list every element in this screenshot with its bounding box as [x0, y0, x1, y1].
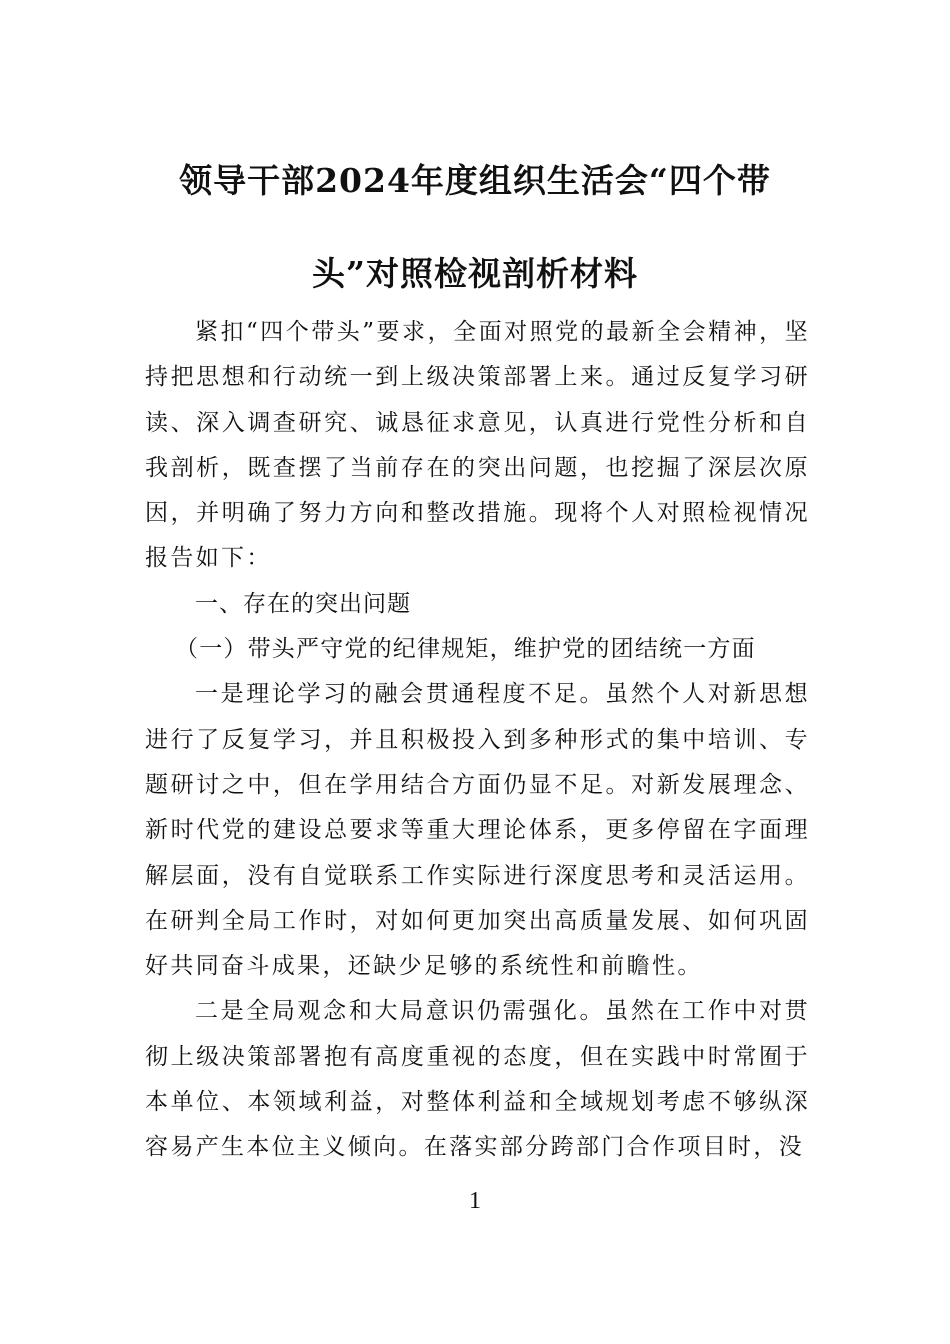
document-title-line-1: 领导干部2024年度组织生活会“四个带 — [179, 161, 771, 200]
document-title-line-2: 头”对照检视剖析材料 — [312, 254, 638, 293]
intro-paragraph: 紧扣“四个带头”要求，全面对照党的最新全会精神，坚持把思想和行动统一到上级决策部署上来。通过反复学习研读、深入调查研究、诚恳征求意见，认真进行党性分析和自我剖析，既查摆了当前存在的突出问题，也挖掘了深层次原因，并明确了努力方向和整改措施。现将个人对照检视情况报告如下： — [145, 319, 810, 572]
subsection-heading-1: （一）带头严守党的纪律规矩，维护党的团结统一方面 — [175, 636, 756, 663]
page-number: 1 — [469, 1188, 481, 1214]
paragraph-2: 二是全局观念和大局意识仍需强化。虽然在工作中对贯彻上级决策部署抱有高度重视的态度，但在实践中时常囿于本单位、本领域利益，对整体利益和全域规划考虑不够纵深容易产生本位主义倾向。在落实部分跨部门合作项目时，没 — [145, 998, 810, 1161]
section-heading-1: 一、存在的突出问题 — [195, 590, 411, 617]
paragraph-1: 一是理论学习的融会贯通程度不足。虽然个人对新思想进行了反复学习，并且积极投入到多种形式的集中培训、专题研讨之中，但在学用结合方面仍显不足。对新发展理念、新时代党的建设总要求等重大理论体系，更多停留在字面理解层面，没有自觉联系工作实际进行深度思考和灵活运用。在研判全局工作时，对如何更加突出高质量发展、如何巩固好共同奋斗成果，还缺少足够的系统性和前瞻性。 — [145, 681, 810, 980]
document-body — [145, 310, 810, 1171]
